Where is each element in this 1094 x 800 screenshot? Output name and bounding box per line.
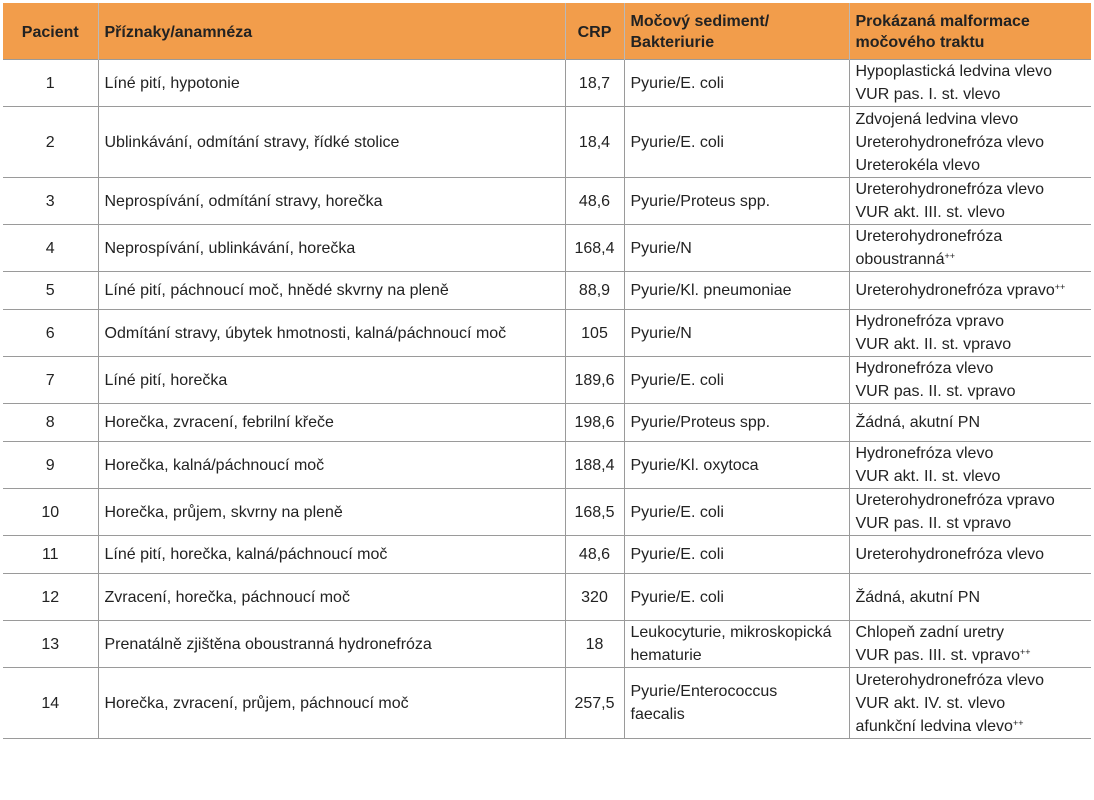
header-crp: CRP [565,3,624,60]
cell-malformation-line [856,108,1086,131]
cell-pacient: 3 [3,178,98,225]
cell-sediment [624,668,849,739]
table-row [3,272,1091,310]
table-row [3,442,1091,489]
table-row [3,574,1091,621]
cell-malformation-line [856,644,1086,667]
cell-malformation-text: Ureterohydronefróza vpravo [855,492,1055,509]
table-row [3,404,1091,442]
cell-malformation [849,225,1091,272]
cell-symptoms: Horečka, zvracení, febrilní křeče [98,404,565,442]
cell-malformation-line [856,715,1086,738]
cell-sediment [624,357,849,404]
cell-pacient: 8 [3,404,98,442]
table-row [3,668,1091,739]
header-sediment-line: Bakteriurie [630,34,715,51]
cell-crp: 198,6 [565,404,624,442]
cell-malformation-line [856,465,1086,488]
cell-malformation-line [856,279,1086,302]
header-malformation [849,3,1091,60]
cell-malformation-line [856,225,1086,248]
cell-symptoms: Líné pití, horečka, kalná/páchnoucí moč [98,536,565,574]
cell-sediment-line: Pyurie/E. coli [630,74,724,92]
cell-pacient: 13 [3,621,98,668]
cell-sediment-line: Pyurie/Kl. pneumoniae [630,282,792,299]
cell-crp: 168,5 [565,489,624,536]
cell-malformation-text: Chlopeň zadní uretry [855,624,1005,641]
cell-symptoms: Odmítání stravy, úbytek hmotnosti, kalná/páchnoucí moč [98,310,565,357]
header-symptoms: Příznaky/anamnéza [98,3,565,60]
cell-malformation-text: oboustranná [855,251,945,268]
cell-malformation-line [856,201,1086,224]
cell-malformation-text: VUR pas. II. st. vpravo [855,383,1016,400]
cell-malformation-line [856,83,1086,106]
cell-symptoms: Neprospívání, ublinkávání, horečka [98,225,565,272]
cell-sediment [624,489,849,536]
cell-pacient: 10 [3,489,98,536]
cell-malformation-line [856,669,1086,692]
cell-crp: 320 [565,574,624,621]
table-row [3,489,1091,536]
cell-malformation-text: VUR pas. III. st. vpravo [855,647,1020,664]
cell-sediment [624,404,849,442]
cell-crp: 18,4 [565,107,624,178]
cell-malformation-line [856,621,1086,644]
cell-sediment [624,225,849,272]
cell-symptoms: Horečka, zvracení, průjem, páchnoucí moč [98,668,565,739]
table-row [3,357,1091,404]
cell-malformation-line [856,154,1086,177]
cell-malformation-text: VUR akt. IV. st. vlevo [855,694,1006,712]
cell-pacient: 4 [3,225,98,272]
header-sediment [624,3,849,60]
cell-pacient: 1 [3,60,98,107]
cell-malformation-text: VUR akt. III. st. vlevo [855,204,1005,221]
cell-sediment-line: Pyurie/Proteus spp. [630,414,771,431]
cell-malformation [849,60,1091,107]
cell-malformation-line [856,333,1086,356]
cell-sediment [624,60,849,107]
cell-malformation-text: Hydronefróza vlevo [855,445,994,462]
cell-malformation-text: Hydronefróza vpravo [855,313,1005,330]
cell-malformation [849,404,1091,442]
cell-sediment [624,178,849,225]
cell-pacient: 6 [3,310,98,357]
cell-malformation-text: Ureterohydronefróza vpravo [855,282,1055,299]
cell-malformation [849,489,1091,536]
cell-malformation-text: Ureterokéla vlevo [855,156,980,174]
cell-sediment-line: Pyurie/E. coli [630,371,724,389]
cell-sediment [624,442,849,489]
cell-crp: 189,6 [565,357,624,404]
cell-pacient: 14 [3,668,98,739]
cell-malformation [849,272,1091,310]
cell-malformation-text: Ureterohydronefróza [855,228,1003,245]
cell-crp: 168,4 [565,225,624,272]
cell-crp: 48,6 [565,178,624,225]
cell-malformation-line [856,60,1086,83]
cell-pacient: 2 [3,107,98,178]
cell-pacient: 5 [3,272,98,310]
cell-crp: 88,9 [565,272,624,310]
cell-malformation-text: Ureterohydronefróza vlevo [855,671,1045,689]
cell-sediment-line: Pyurie/E. coli [630,133,724,151]
footnote-marker: ++ [1054,282,1066,292]
cell-malformation-text: Hypoplastická ledvina vlevo [855,63,1053,80]
table-row [3,178,1091,225]
cell-sediment-line: Pyurie/E. coli [630,588,724,606]
cell-sediment-line: hematurie [630,647,702,664]
cell-sediment-line: Pyurie/E. coli [630,503,724,521]
table-row [3,107,1091,178]
cell-malformation-text: VUR pas. II. st vpravo [855,515,1012,532]
cell-crp: 18 [565,621,624,668]
cell-symptoms: Prenatálně zjištěna oboustranná hydronefróza [98,621,565,668]
cell-malformation-text: afunkční ledvina vlevo [855,717,1013,735]
cell-sediment-line: Leukocyturie, mikroskopická [630,624,832,641]
cell-symptoms: Horečka, kalná/páchnoucí moč [98,442,565,489]
cell-malformation-text: VUR pas. I. st. vlevo [855,86,1001,103]
cell-malformation [849,442,1091,489]
cell-sediment [624,272,849,310]
cell-malformation-line [856,131,1086,154]
header-malformation-line: močového traktu [855,34,985,51]
cell-malformation-line [856,489,1086,512]
cell-malformation [849,178,1091,225]
table-row [3,621,1091,668]
cell-pacient: 11 [3,536,98,574]
cell-malformation-line [856,310,1086,333]
table-row [3,310,1091,357]
cell-malformation [849,621,1091,668]
cell-malformation-text: VUR akt. II. st. vlevo [855,468,1001,485]
cell-malformation [849,107,1091,178]
cell-symptoms: Líné pití, hypotonie [98,60,565,107]
cell-sediment-line: Pyurie/Proteus spp. [630,192,771,210]
cell-malformation-line [856,586,1086,609]
cell-malformation-line [856,357,1086,380]
cell-sediment [624,536,849,574]
cell-malformation-line [856,178,1086,201]
cell-malformation-line [856,692,1086,715]
cell-malformation-line [856,442,1086,465]
cell-malformation-text: Ureterohydronefróza vlevo [855,181,1045,198]
cell-malformation-line [856,543,1086,566]
cell-pacient: 7 [3,357,98,404]
cell-sediment [624,574,849,621]
cell-pacient: 9 [3,442,98,489]
cell-malformation-text: Zdvojená ledvina vlevo [855,110,1019,128]
cell-malformation [849,668,1091,739]
cell-malformation-text: Ureterohydronefróza vlevo [855,546,1045,563]
cell-sediment-line: Pyurie/E. coli [630,546,724,563]
cell-sediment [624,107,849,178]
cell-sediment-line: Pyurie/Enterococcus [630,683,778,700]
table-header-row [3,3,1091,60]
cell-malformation [849,574,1091,621]
cell-malformation-text: Hydronefróza vlevo [855,360,994,377]
cell-malformation-text: Ureterohydronefróza vlevo [855,133,1045,151]
cell-crp: 105 [565,310,624,357]
cell-sediment [624,310,849,357]
cell-sediment-line: Pyurie/N [630,324,692,342]
cell-sediment [624,621,849,668]
table-container [3,3,1091,739]
cell-malformation [849,310,1091,357]
cell-malformation [849,536,1091,574]
patients-table [3,3,1091,739]
table-row [3,536,1091,574]
cell-symptoms: Neprospívání, odmítání stravy, horečka [98,178,565,225]
table-row [3,225,1091,272]
cell-sediment-line: faecalis [630,706,685,723]
cell-malformation-line [856,380,1086,403]
cell-malformation-text: Žádná, akutní PN [855,414,981,431]
cell-crp: 18,7 [565,60,624,107]
cell-symptoms: Ublinkávání, odmítání stravy, řídké stolice [98,107,565,178]
cell-crp: 188,4 [565,442,624,489]
cell-sediment-line: Pyurie/N [630,239,692,257]
cell-symptoms: Horečka, průjem, skvrny na pleně [98,489,565,536]
cell-malformation-line [856,248,1086,271]
header-pacient: Pacient [3,3,98,60]
footnote-marker: ++ [1020,647,1031,657]
header-sediment-line: Močový sediment/ [630,13,770,30]
cell-malformation-text: VUR akt. II. st. vpravo [855,336,1012,353]
table-row [3,60,1091,107]
cell-malformation-line [856,512,1086,535]
cell-symptoms: Zvracení, horečka, páchnoucí moč [98,574,565,621]
cell-crp: 257,5 [565,668,624,739]
cell-malformation [849,357,1091,404]
cell-malformation-line [856,411,1086,434]
cell-symptoms: Líné pití, horečka [98,357,565,404]
cell-malformation-text: Žádná, akutní PN [855,588,981,606]
cell-symptoms: Líné pití, páchnoucí moč, hnědé skvrny na pleně [98,272,565,310]
table-body [3,60,1091,739]
header-malformation-line: Prokázaná malformace [855,13,1030,30]
cell-crp: 48,6 [565,536,624,574]
cell-sediment-line: Pyurie/Kl. oxytoca [630,456,759,474]
footnote-marker: ++ [944,251,955,261]
footnote-marker: ++ [1012,717,1024,728]
cell-pacient: 12 [3,574,98,621]
